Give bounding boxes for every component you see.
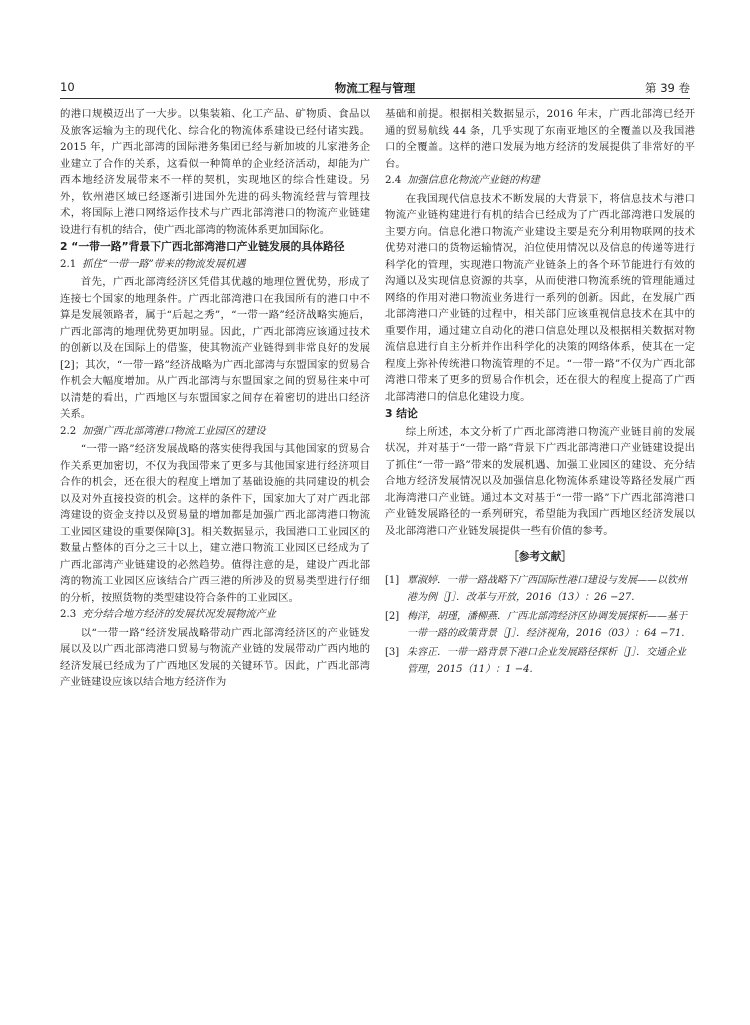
reference-tag: [1] (385, 574, 400, 586)
right-column (385, 106, 695, 680)
subsection-heading (60, 424, 370, 441)
paragraph: “一带一路”经济发展战略的落实使得我国与其他国家的贸易合作关系更加密切，不仅为我国带来了更多与其他国家进行经济项目合作的机会，还在很大的程度上增加了基础设施的共同建设的机会以及对外直接投资的机会。这样的条件下，国家加大了对广西北部湾建设的资金支持以及贸易量的增加都是加强广西北部湾港口物流工业园区建设的重要保障[3]。相关数据显示，我国港口工业园区的数量占整体的百分之三十以上，建立港口物流工业园区已经成为了广西北部湾产业链建设的必然趋势。值得注意的是，建设广西北部湾的物流工业园区应该结合广西三港的所涉及的贸易类型进行仔细的分析，按照货物的类型建设符合条件的工业园区。 (60, 443, 370, 604)
left-column (60, 106, 370, 691)
subsection-title: 加强广西北部湾港口物流工业园区的建设 (82, 425, 266, 437)
subsection-heading (385, 173, 695, 190)
subsection-title: 加强信息化物流产业链的构建 (407, 175, 540, 186)
reference-item (385, 644, 695, 678)
volume-label: 第 39 卷 (645, 81, 690, 95)
subsection-title: 抓住“一带一路”带来的物流发展机遇 (82, 258, 246, 270)
paragraph: 综上所述，本文分析了广西北部湾港口物流产业链目前的发展状况，并对基于“一带一路”背景下广西北部湾港口产业链建设提出了抓住“一带一路”带来的发展机遇、加强工业园区的建设、充分结合地方经济发展情况以及加强信息化物流体系建设等路径发展广西北海湾港口产业链。通过本文对基于“一带一路”下广西北部湾港口产业链发展路径的一系列研究，希望能为我国广西地区经济发展以及北部湾港口产业链发展提供一些有价值的参考。 (385, 425, 695, 537)
references-title: ［参考文献］ (508, 551, 572, 563)
reference-text: 朱容正．一带一路背景下港口企业发展路径探析［J］．交通企业管理，2015（11）：1 −4. (407, 646, 687, 675)
subsection-number: 2.1 (60, 258, 77, 270)
reference-item (385, 608, 695, 642)
subsection-title: 充分结合地方经济的发展状况发展物流产业 (82, 609, 276, 620)
reference-tag: [3] (385, 646, 400, 658)
journal-title: 物流工程与管理 (334, 81, 416, 95)
reference-item (385, 572, 695, 606)
section-heading: 3 结论 (385, 407, 418, 420)
paragraph: 在我国现代信息技术不断发展的大背景下，将信息技术与港口物流产业链构建进行有机的结合已经成为了广西北部湾港口发展的主要方向。信息化港口物流产业建设主要是充分利用物联网的技术优势对港口的货物运输情况，泊位使用情况以及信息的传递等进行科学化的管理，实现港口物流产业链条上的各个环节能进行有效的沟通以及实现信息资源的共享，从而使港口物流系统的管理能通过网络的作用对港口物流业务进行一系列的创新。因此，在发展广西北部湾港口产业链的过程中，相关部门应该重视信息技术在其中的重要作用，通过建立自动化的港口信息处理以及根据相关数据对物流信息进行自主分析并作出科学化的决策的网络体系，使其在一定程度上弥补传统港口物流管理的不足。“一带一路”不仅为广西北部湾港口带来了更多的贸易合作机会，还在很大的程度上提高了广西北部湾港口的信息化建设力度。 (385, 192, 695, 403)
page-number: 10 (60, 80, 75, 94)
subsection-heading (60, 607, 370, 624)
subsection-heading (60, 257, 370, 274)
paragraph: 首先，广西北部湾经济区凭借其优越的地理位置优势，形成了连接七个国家的地理条件。广西北部湾港口在我国所有的港口中不算是发展领路者，属于“后起之秀”，“一带一路”经济战略实施后，广西北部湾的地理优势更加明显。因此，广西北部湾应该通过技术的创新以及在国际上的借鉴，使其物流产业链得到非常良好的发展[2]；其次，“一带一路”经济战略为广西北部湾与东盟国家的贸易合作机会大幅度增加。从广西北部湾与东盟国家之间的贸易往来中可以清楚的看出，广西地区与东盟国家之间存在着密切的进出口经济关系。 (60, 276, 370, 420)
page-header (60, 78, 690, 99)
subsection-number: 2.3 (60, 609, 77, 620)
reference-text: 覃淑婷．一带一路战略下广西国际性港口建设与发展——以钦州港为例［J］．改革与开放，2016（13）：26 −27. (407, 574, 687, 603)
subsection-number: 2.2 (60, 425, 77, 437)
references-list (385, 572, 695, 678)
paragraph: 以“一带一路”经济发展战略带动广西北部湾经济区的产业链发展以及以广西北部湾港口贸易与物流产业链的发展带动广西内地的经济发展已经成为了广西地区发展的关键环节。因此，广西北部湾产业链建设应该以结合地方经济作为 (60, 626, 370, 688)
reference-text: 梅洋，胡瑾，潘柳燕．广西北部湾经济区协调发展探析——基于一带一路的政策背景［J］．经济视角，2016（03）：64 −71. (407, 610, 687, 639)
section-heading: 2 “一带一路”背景下广西北部湾港口产业链发展的具体路径 (60, 240, 345, 253)
paragraph: 的港口规模迈出了一大步。以集装箱、化工产品、矿物质、食品以及旅客运输为主的现代化、综合化的物流体系建设已经付诸实践。2015 年，广西北部湾的国际港务集团已经与新加坡的儿家港务企业建立了合作的关系，这看似一种简单的企业经济活动，却能为广西本地经济发展带来不一样的契机，实现地区的综合性建设。另外，钦州港区域已经逐渐引进国外先进的码头物流经营与管理技术，将国际上港口网络运作技术与广西北部湾港口的物流产业链建设进行有机的结合，使广西北部湾的物流体系更加国际化。 (60, 108, 370, 236)
subsection-number: 2.4 (385, 175, 402, 186)
paragraph: 基础和前提。根据相关数据显示，2016 年末，广西北部湾已经开通的贸易航线 44 条，几乎实现了东南亚地区的全覆盖以及我国港口的全覆盖。这样的港口发展为地方经济的发展提供了非常好的平台。 (385, 108, 695, 170)
reference-tag: [2] (385, 610, 400, 622)
